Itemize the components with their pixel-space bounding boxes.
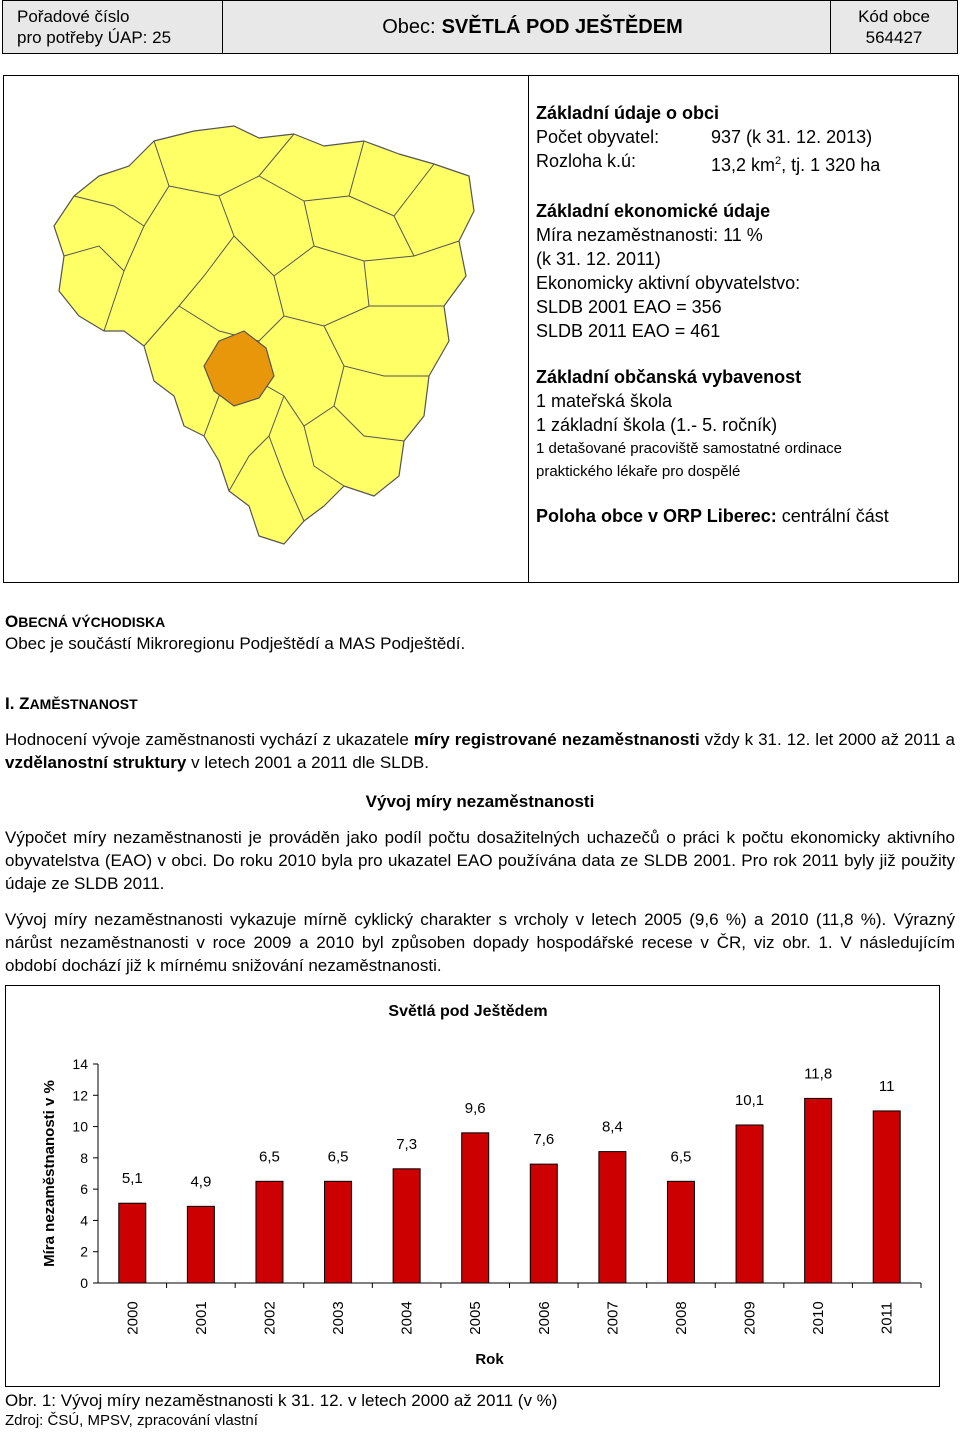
map-outline	[54, 126, 474, 544]
bar	[667, 1181, 694, 1283]
bar	[873, 1111, 900, 1283]
pop-label: Počet obyvatel:	[536, 127, 660, 147]
figure-caption: Obr. 1: Vývoj míry nezaměstnanosti k 31. 12. v letech 2000 až 2011 (v %)	[5, 1391, 558, 1410]
data-label: 5,1	[121, 1170, 143, 1188]
data-label: 7,6	[533, 1131, 555, 1149]
figure-source: Zdroj: ČSÚ, MPSV, zpracování vlastní	[5, 1412, 258, 1429]
y-tick-label: 8	[80, 1149, 88, 1166]
y-tick-label: 14	[72, 1056, 88, 1072]
bar	[599, 1152, 626, 1283]
y-tick-label: 6	[80, 1181, 88, 1198]
x-tick-label: 2009	[741, 1301, 759, 1335]
bar	[530, 1164, 557, 1283]
loc-value: centrální část	[781, 506, 889, 526]
y-tick-label: 10	[72, 1118, 88, 1135]
orp-map	[4, 76, 528, 582]
y-tick-label: 2	[80, 1243, 88, 1260]
data-label: 11,8	[804, 1065, 833, 1083]
y-tick-label: 12	[72, 1087, 88, 1104]
obec-cell	[223, 1, 830, 53]
x-tick-label: 2003	[330, 1301, 348, 1335]
chart-title: Světlá pod Ještědem	[388, 1003, 548, 1020]
kod-value: 564427	[865, 28, 923, 47]
obec-label: Obec:	[382, 15, 436, 38]
bar	[462, 1133, 489, 1283]
x-tick-label: 2008	[672, 1301, 690, 1335]
bar	[805, 1098, 832, 1283]
paragraph-2: Výpočet míry nezaměstnanosti je prováděn jako podíl počtu dosažitelných uchazečů o práci k počtu ekonomicky aktivního obyvatelstva (EAO) v obci. Do roku 2010 byla pro ukazatel EAO používána data ze SLDB 2001. Pro rok 2011 byly již použity údaje ze SLDB 2011.	[5, 828, 955, 893]
map-cell	[4, 76, 529, 582]
data-label: 4,9	[190, 1173, 212, 1191]
kod-cell	[830, 1, 957, 53]
data-label: 9,6	[464, 1099, 486, 1117]
eco-line: SLDB 2001 EAO = 356	[536, 297, 722, 317]
x-tick-label: 2000	[124, 1301, 142, 1335]
civ-line: 1 detašované pracoviště samostatné ordinace	[536, 440, 843, 457]
data-label: 7,3	[396, 1135, 418, 1153]
y-tick-label: 4	[80, 1212, 88, 1229]
data-label: 8,4	[601, 1118, 623, 1136]
civ-line: 1 základní škola (1.- 5. ročník)	[536, 415, 778, 435]
x-tick-label: 2011	[878, 1301, 896, 1335]
data-label: 6,5	[670, 1148, 692, 1166]
info-panel	[536, 101, 956, 505]
bar	[256, 1181, 283, 1283]
chart-frame	[5, 985, 940, 1387]
kod-label: Kód obce	[858, 7, 930, 26]
x-tick-label: 2006	[535, 1301, 553, 1335]
x-axis-label: Rok	[475, 1351, 504, 1368]
eco-title: Základní ekonomické údaje	[536, 201, 771, 221]
civ-line: praktického lékaře pro dospělé	[536, 463, 741, 480]
paragraph-1: Hodnocení vývoje zaměstnanosti vychází z ukazatele míry registrované nezaměstnanosti vždy k 31. 12. let 2000 až 2011 a vzdělanostní struktury v letech 2001 a 2011 dle SLDB.	[5, 730, 955, 772]
unemployment-chart	[6, 986, 939, 1386]
subsection-title: Vývoj míry nezaměstnanosti	[365, 792, 595, 811]
y-axis-label: Míra nezaměstnanosti v %	[41, 1080, 58, 1267]
zamestnanost-heading: I. ZAMĚSTNANOST	[5, 694, 138, 713]
order-number-cell	[3, 1, 223, 53]
bar	[187, 1206, 214, 1283]
data-label: 6,5	[327, 1148, 349, 1166]
info-box	[3, 75, 959, 583]
order-label-2: pro potřeby ÚAP: 25	[17, 28, 172, 47]
eco-line: (k 31. 12. 2011)	[536, 249, 661, 269]
y-tick-label: 0	[80, 1275, 88, 1291]
eco-line: Ekonomicky aktivní obyvatelstvo:	[536, 273, 801, 293]
x-tick-label: 2005	[467, 1301, 485, 1335]
x-tick-label: 2002	[261, 1301, 279, 1335]
eco-line: Míra nezaměstnanosti: 11 %	[536, 225, 763, 245]
area-value: 13,2 $km^2$, tj. 1 320 ha	[711, 155, 881, 175]
bar	[119, 1203, 146, 1283]
obecna-heading: OBECNÁ VÝCHODISKA	[5, 612, 166, 631]
x-tick-label: 2010	[810, 1301, 828, 1335]
paragraph-3: Vývoj míry nezaměstnanosti vykazuje mírně cyklický charakter s vrcholy v letech 2005 (9,6 %) a 2010 (11,8 %). Výrazný nárůst nezaměstnanosti v roce 2009 a 2010 byl způsoben dopady hospodářské recese v ČR, viz obr. 1. V následujícím období dochází již k mírnému snižování nezaměstnanosti.	[5, 910, 955, 975]
pop-value: 937 (k 31. 12. 2013)	[711, 127, 873, 147]
order-label-1: Pořadové číslo	[17, 7, 130, 26]
obecna-text: Obec je součástí Mikroregionu Podještědí a MAS Podještědí.	[5, 634, 466, 653]
data-label: 6,5	[259, 1148, 280, 1166]
data-label: 11	[878, 1077, 895, 1095]
loc-label: Poloha obce v ORP Liberec:	[536, 506, 777, 526]
bar	[325, 1181, 352, 1283]
civ-line: 1 mateřská škola	[536, 391, 673, 411]
location-line	[536, 506, 889, 527]
x-tick-label: 2004	[398, 1301, 416, 1335]
bar	[736, 1125, 763, 1283]
eco-line: SLDB 2011 EAO = 461	[536, 321, 721, 341]
obec-name: SVĚTLÁ POD JEŠTĚDEM	[441, 15, 683, 38]
data-label: 10,1	[734, 1092, 765, 1110]
bar	[393, 1169, 420, 1283]
area-label: Rozloha k.ú:	[536, 151, 637, 171]
basic-title: Základní údaje o obci	[536, 103, 720, 123]
x-tick-label: 2007	[604, 1301, 622, 1335]
page-header	[2, 0, 958, 54]
civ-title: Základní občanská vybavenost	[536, 367, 802, 387]
x-tick-label: 2001	[192, 1301, 210, 1335]
